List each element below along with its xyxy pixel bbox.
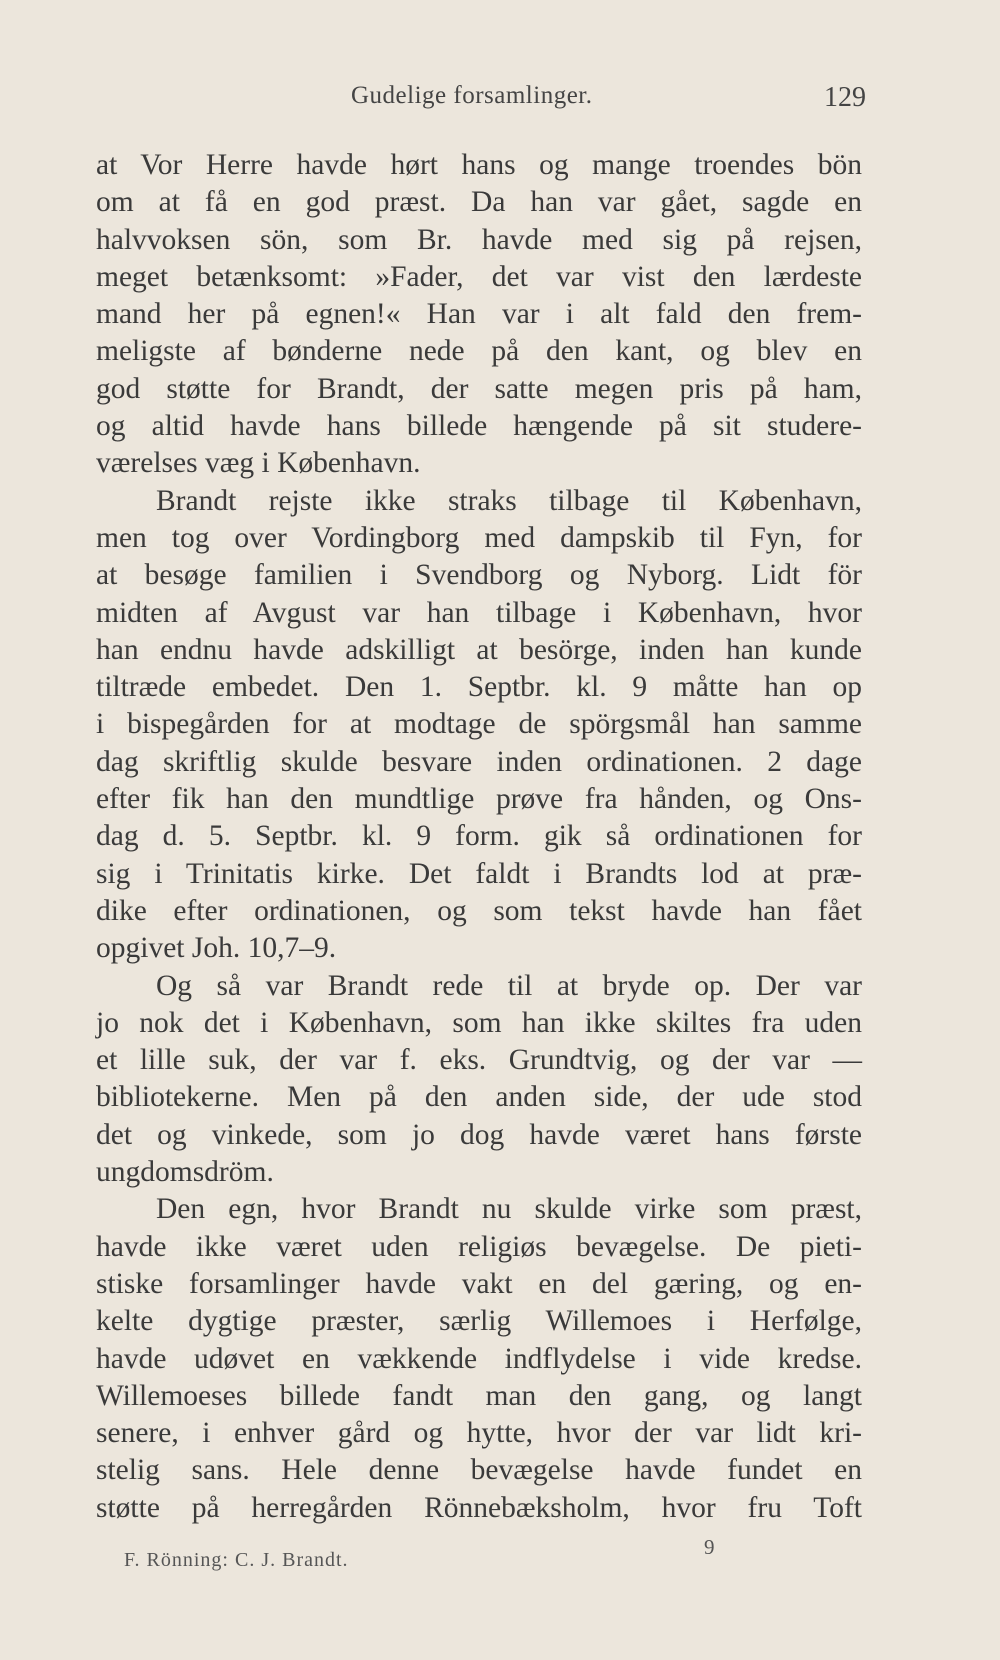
- text-line: meget betænksomt: »Fader, det var vist den lærdeste: [96, 260, 862, 293]
- text-line: jo nok det i København, som han ikke skiltes fra uden: [96, 1006, 862, 1039]
- text-line: ungdomsdröm.: [96, 1156, 274, 1189]
- text-line: halvvoksen sön, som Br. havde med sig på rejsen,: [96, 223, 862, 256]
- text-line: at besøge familien i Svendborg og Nyborg. Lidt för: [96, 559, 862, 592]
- body-text: [96, 147, 862, 1527]
- text-line: i bispegården for at modtage de spörgsmål han samme: [96, 708, 862, 741]
- text-line: senere, i enhver gård og hytte, hvor der var lidt kri-: [96, 1417, 862, 1450]
- text-line: mand her på egnen!« Han var i alt fald den frem-: [96, 298, 862, 331]
- text-line: dag skriftlig skulde besvare inden ordinationen. 2 dage: [96, 745, 862, 778]
- paragraph-start-line: Brandt rejste ikke straks tilbage til København,: [156, 484, 862, 517]
- text-line: Willemoeses billede fandt man den gang, og langt: [96, 1379, 862, 1412]
- paragraph-start-line: Og så var Brandt rede til at bryde op. Der var: [156, 969, 862, 1002]
- text-line: opgivet Joh. 10,7–9.: [96, 932, 337, 965]
- text-line: værelses væg i København.: [96, 447, 421, 480]
- text-line: men tog over Vordingborg med dampskib til Fyn, for: [96, 521, 862, 554]
- text-line: sig i Trinitatis kirke. Det faldt i Brandts lod at præ-: [96, 857, 862, 890]
- text-line: at Vor Herre havde hørt hans og mange troendes bön: [96, 149, 862, 181]
- text-line: det og vinkede, som jo dog havde været hans første: [96, 1118, 862, 1151]
- signature-mark: F. Rönning: C. J. Brandt.: [124, 1549, 349, 1571]
- page-footer: [124, 1535, 724, 1575]
- text-line: efter fik han den mundtlige prøve fra hånden, og Ons-: [96, 783, 862, 816]
- running-title: Gudelige forsamlinger.: [351, 82, 593, 109]
- text-line: støtte på herregården Rönnebæksholm, hvor fru Toft: [96, 1491, 862, 1524]
- text-line: et lille suk, der var f. eks. Grundtvig, og der var —: [96, 1044, 862, 1077]
- text-line: dag d. 5. Septbr. kl. 9 form. gik så ordinationen for: [96, 820, 862, 853]
- text-line: midten af Avgust var han tilbage i København, hvor: [96, 596, 862, 629]
- page-number: 129: [824, 82, 866, 113]
- text-line: kelte dygtige præster, særlig Willemoes i Herfølge,: [96, 1305, 862, 1338]
- text-line: han endnu havde adskilligt at besörge, inden han kunde: [96, 633, 862, 666]
- text-line: stelig sans. Hele denne bevægelse havde fundet en: [96, 1454, 862, 1487]
- text-line: havde udøvet en vækkende indflydelse i vide kredse.: [96, 1342, 862, 1375]
- paragraph-start-line: Den egn, hvor Brandt nu skulde virke som præst,: [156, 1193, 862, 1226]
- text-line: dike efter ordinationen, og som tekst havde han fået: [96, 894, 862, 927]
- text-line: havde ikke været uden religiøs bevægelse. De pieti-: [96, 1230, 862, 1263]
- text-line: bibliotekerne. Men på den anden side, der ude stod: [96, 1081, 862, 1114]
- text-line: om at få en god præst. Da han var gået, sagde en: [96, 186, 862, 219]
- text-line: meligste af bønderne nede på den kant, og blev en: [96, 335, 862, 368]
- text-line: og altid havde hans billede hængende på sit studere-: [96, 410, 862, 443]
- text-line: stiske forsamlinger havde vakt en del gæring, og en-: [96, 1267, 862, 1300]
- page-header: [96, 82, 866, 118]
- sheet-number: 9: [704, 1535, 715, 1559]
- text-line: god støtte for Brandt, der satte megen pris på ham,: [96, 372, 862, 405]
- text-line: tiltræde embedet. Den 1. Septbr. kl. 9 måtte han op: [96, 671, 862, 704]
